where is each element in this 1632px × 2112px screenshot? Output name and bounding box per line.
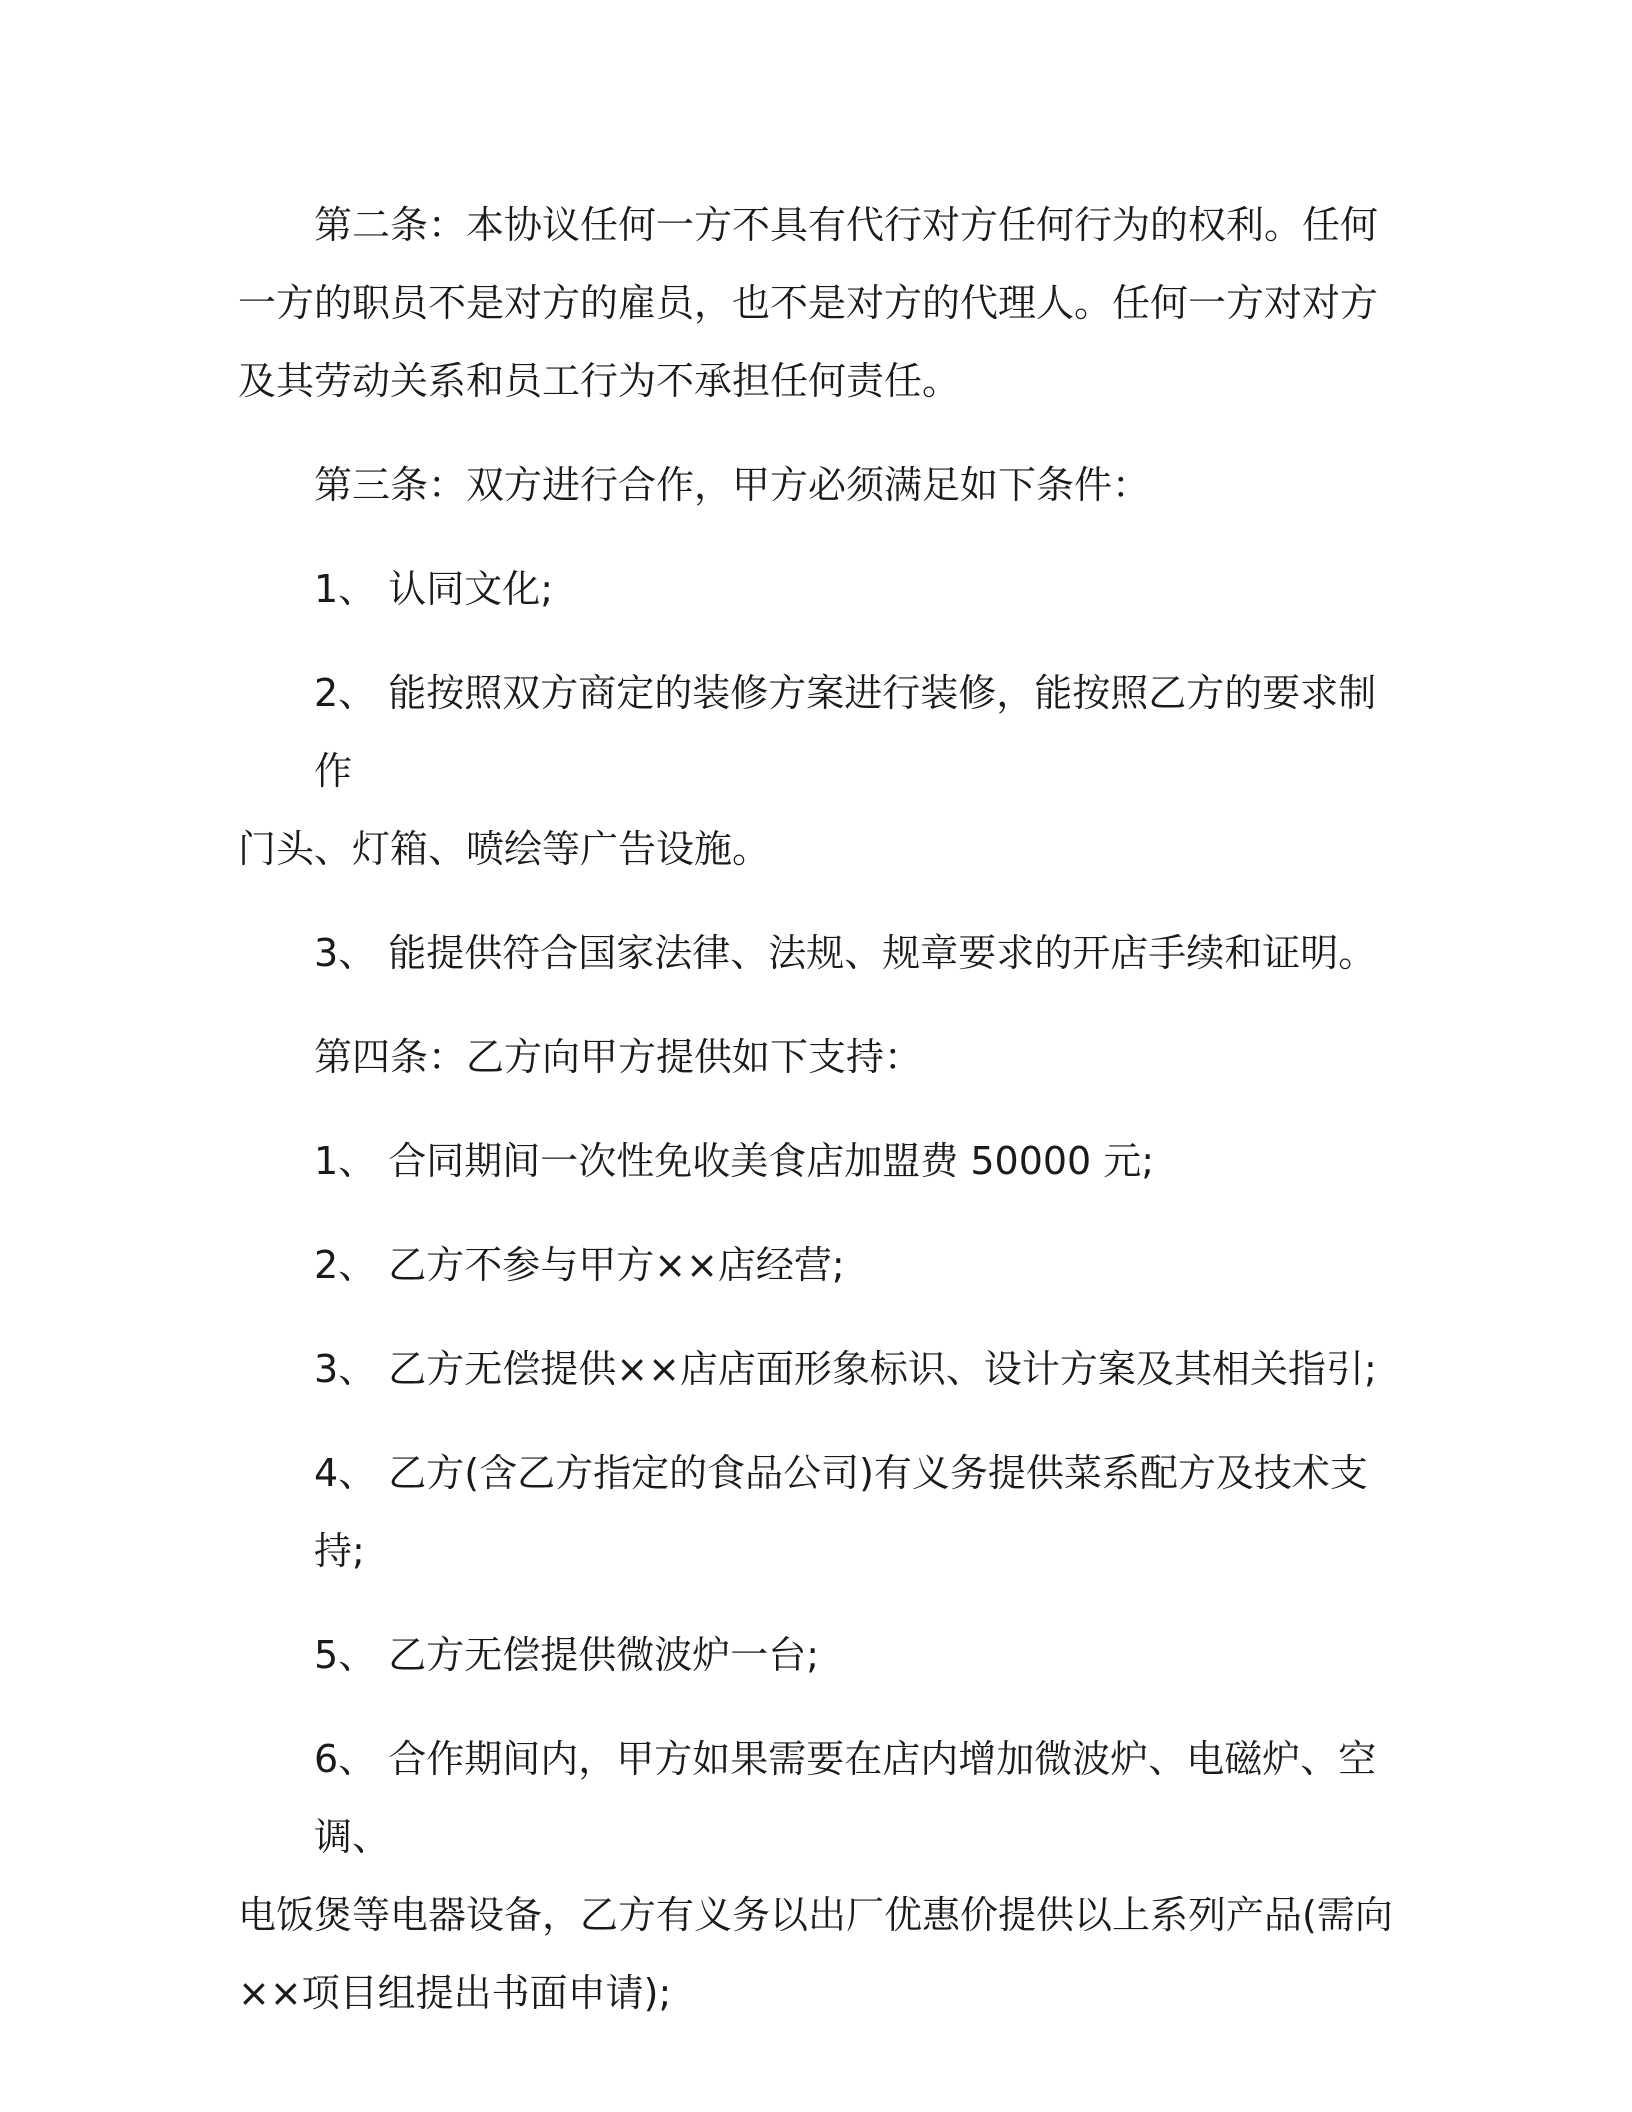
list-item [238, 1330, 1408, 1408]
list-item [238, 654, 1408, 888]
text-line: 2、 乙方不参与甲方××店经营; [314, 1243, 845, 1287]
list-item [238, 1434, 1408, 1590]
text-line: 3、 乙方无偿提供××店店面形象标识、设计方案及其相关指引; [314, 1347, 1377, 1391]
text-line: 一方的职员不是对方的雇员，也不是对方的代理人。任何一方对对方 [238, 281, 1379, 325]
text-line: ××项目组提出书面申请); [238, 1971, 672, 2015]
text-line: 电饭煲等电器设备，乙方有义务以出厂优惠价提供以上系列产品(需向 [238, 1893, 1393, 1937]
text-line: 5、 乙方无偿提供微波炉一台; [314, 1633, 820, 1677]
text-line: 6、 合作期间内，甲方如果需要在店内增加微波炉、电磁炉、空调、 [314, 1737, 1377, 1859]
list-item [238, 1616, 1408, 1694]
list-item [238, 550, 1408, 628]
text-line: 1、 合同期间一次性免收美食店加盟费 50000 元; [314, 1139, 1155, 1183]
text-line: 1、 认同文化; [314, 567, 554, 611]
list-item [238, 1720, 1408, 2032]
document-body [238, 186, 1408, 2032]
list-item [238, 1122, 1408, 1200]
text-line: 第四条：乙方向甲方提供如下支持： [314, 1035, 923, 1079]
paragraph-article-4 [238, 1018, 1408, 1096]
text-line: 4、 乙方(含乙方指定的食品公司)有义务提供菜系配方及技术支持; [314, 1451, 1368, 1573]
text-line: 第二条：本协议任何一方不具有代行对方任何行为的权利。任何 [314, 203, 1379, 247]
text-line: 及其劳动关系和员工行为不承担任何责任。 [238, 359, 961, 403]
list-item [238, 1226, 1408, 1304]
paragraph-article-3 [238, 446, 1408, 524]
paragraph-article-2 [238, 186, 1408, 420]
text-line: 3、 能提供符合国家法律、法规、规章要求的开店手续和证明。 [314, 931, 1377, 975]
text-line: 第三条：双方进行合作，甲方必须满足如下条件： [314, 463, 1151, 507]
text-line: 门头、灯箱、喷绘等广告设施。 [238, 827, 771, 871]
text-line: 2、 能按照双方商定的装修方案进行装修，能按照乙方的要求制作 [314, 671, 1377, 793]
list-item [238, 914, 1408, 992]
